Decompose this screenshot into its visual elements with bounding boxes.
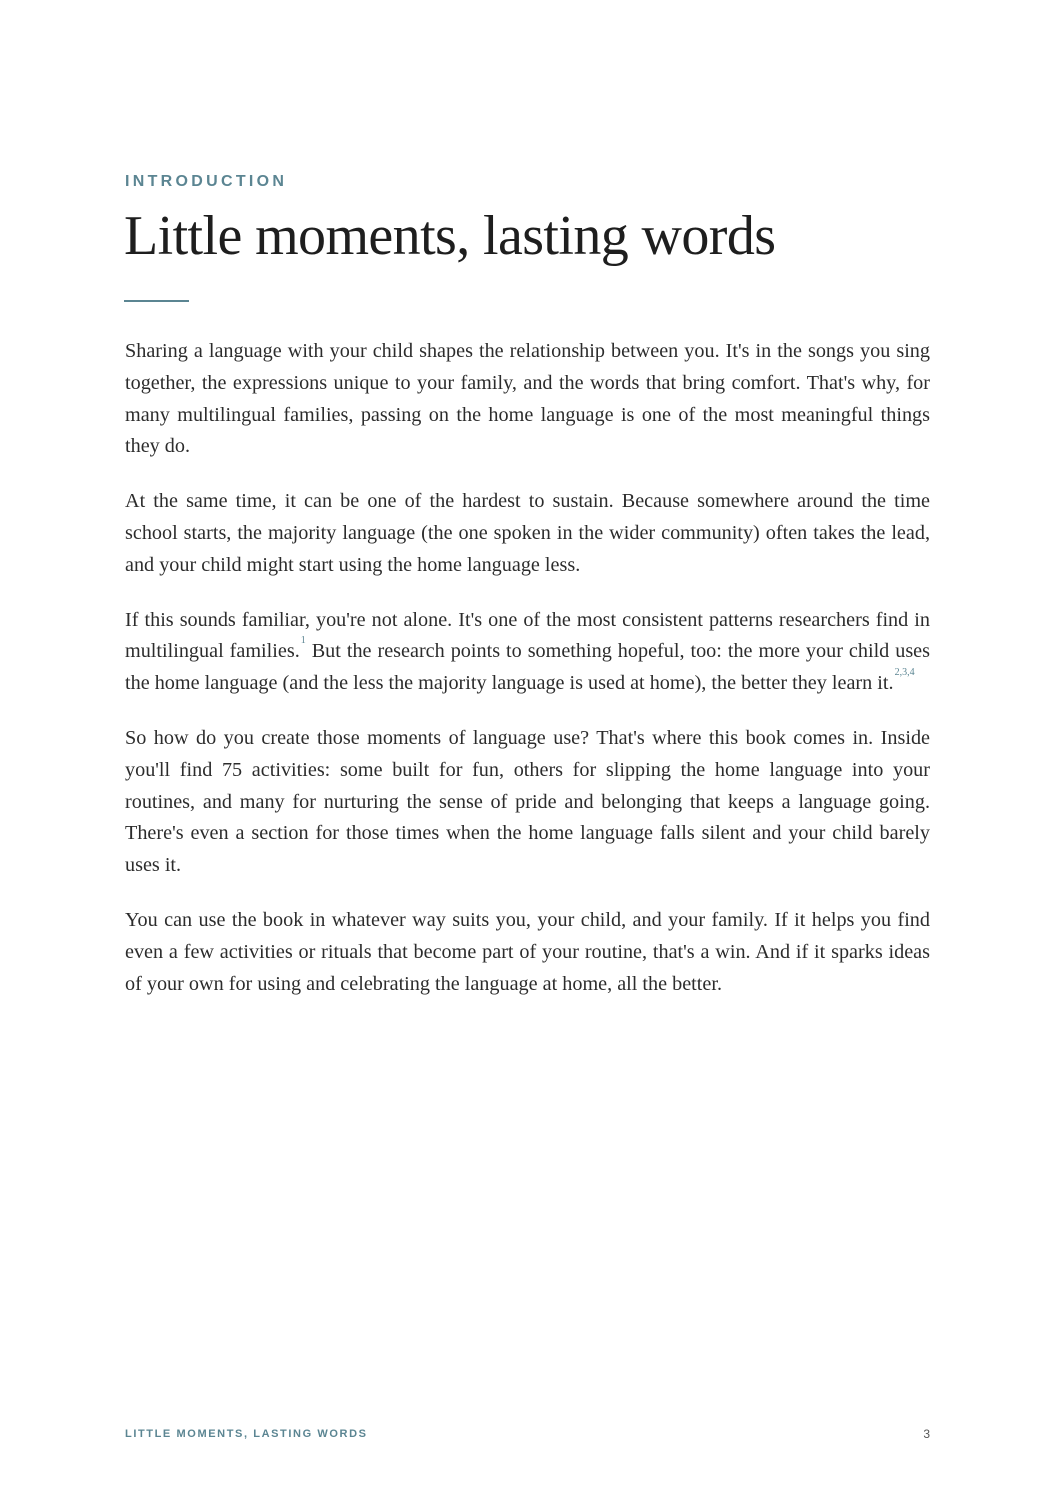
- footnote-ref-2[interactable]: 2,3,4: [894, 667, 915, 679]
- paragraph-3-part-b: But the research points to something hopeful, too: the more your child uses the home language (and the less the majority language is used at home), the better they learn it.: [125, 640, 931, 695]
- paragraph-3: [125, 605, 930, 700]
- paragraph-5: You can use the book in whatever way suits you, your child, and your family. If it helps you find even a few activities or rituals that become part of your routine, that's a win. And if it sparks ideas of your own for using and celebrating the language at home, all the better.: [125, 908, 930, 995]
- body-text: [125, 336, 930, 1023]
- paragraph-3-part-a: If this sounds familiar, you're not alone. It's one of the most consistent patterns researchers find in multilingual families.: [125, 608, 930, 663]
- footer-running-title: LITTLE MOMENTS, LASTING WORDS: [125, 1428, 368, 1440]
- title-divider: [124, 300, 189, 302]
- page-title: Little moments, lasting words: [124, 205, 776, 267]
- paragraph-1: Sharing a language with your child shapes the relationship between you. It's in the songs you sing together, the expressions unique to your family, and the words that bring comfort. That's why, for many multilingual families, passing on the home language is one of the most meaningful things they do.: [125, 340, 930, 458]
- chapter-eyebrow: INTRODUCTION: [125, 173, 288, 190]
- footnote-ref-1[interactable]: 1: [300, 635, 306, 647]
- page-number: 3: [923, 1427, 930, 1441]
- paragraph-2: At the same time, it can be one of the hardest to sustain. Because somewhere around the time school starts, the majority language (the one spoken in the wider community) often takes the lead, and your child might start using the home language less.: [125, 490, 930, 576]
- paragraph-4: So how do you create those moments of language use? That's where this book comes in. Inside you'll find 75 activities: some built for fun, others for slipping the home language into your routines, and many for nurturing the sense of pride and belonging that keeps a language going. There's even a section for those times when the home language falls silent and your child barely uses it.: [125, 726, 930, 877]
